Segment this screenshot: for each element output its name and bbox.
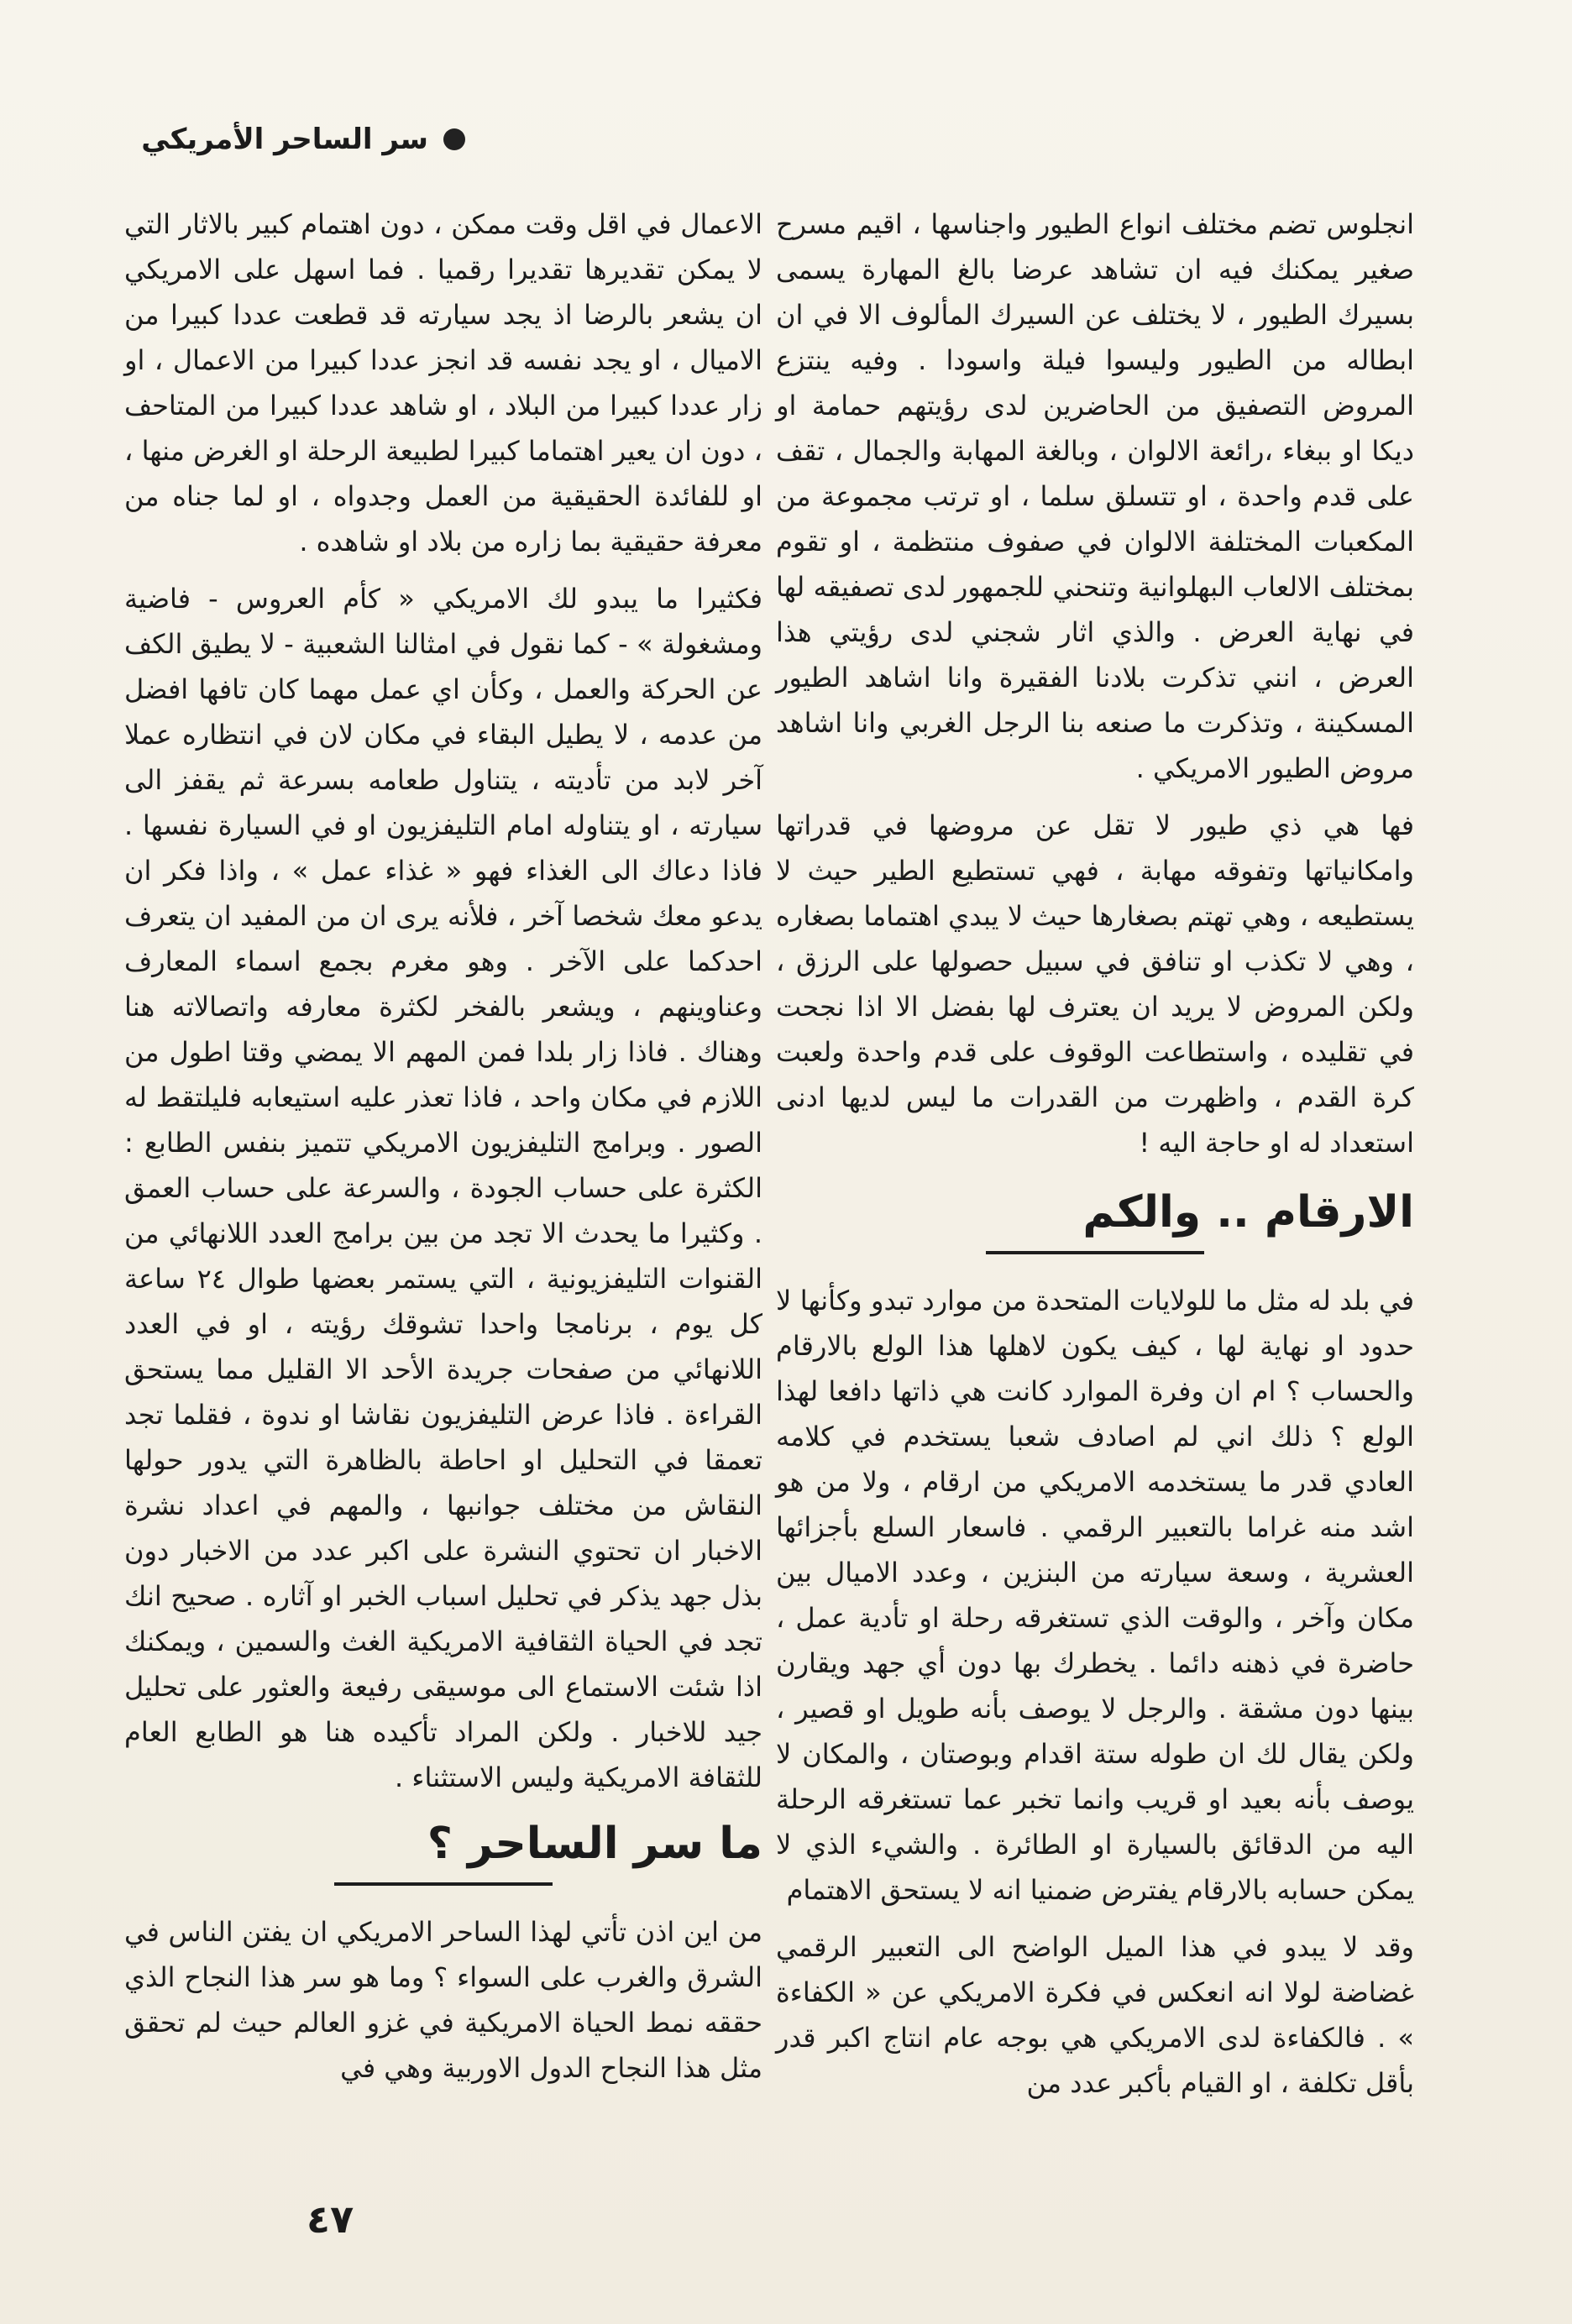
right-paragraph-2: فها هي ذي طيور لا تقل عن مروضها في قدراتها وامكانياتها وتفوقه مهابة ، فهي تستطيع الطير حيث لا يستطيعه ، وهي تهتم بصغارها حيث لا يبدي اهتماما بصغاره ، وهي لا تكذب او تنافق في سبيل حصولها على الرزق ، ولكن المروض لا يريد ان يعترف لها بفضل الا اذا نجحت في تقليده ، واستطاعت الوقوف على قدم واحدة ولعبت كرة القدم ، واظهرت من القدرات ما ليس لديها ادنى استعداد له او حاجة اليه ! <box>776 809 1414 1159</box>
section-rule-right <box>986 1251 1204 1254</box>
right-column <box>776 202 1414 2117</box>
left-paragraph-2: فكثيرا ما يبدو لك الامريكي « كأم العروس - فاضية ومشغولة » - كما نقول في امثالنا الشعبية - لا يطيق الكف عن الحركة والعمل ، وكأن اي عمل مهما كان تافها افضل من عدمه ، لا يطيل البقاء في مكان لان في انتظاره عملا آخر لابد من تأديته ، يتناول طعامه بسرعة ثم يقفز الى سيارته ، او يتناوله امام التليفزيون او في السيارة نفسها . فاذا دعاك الى الغذاء فهو « غذاء عمل » ، واذا فكر ان يدعو معك شخصا آخر ، فلأنه يرى ان من المفيد ان يتعرف احدكما على الآخر . وهو مغرم بجمع اسماء المعارف وعناوينهم ، ويشعر بالفخر لكثرة معارفه واتصالاته هنا وهناك . فاذا زار بلدا فمن المهم الا يمضي وقتا اطول من اللازم في مكان واحد ، فاذا تعذر عليه استيعابه فليلتقط له الصور . وبرامج التليفزيون الامريكي تتميز بنفس الطابع : الكثرة على حساب الجودة ، والسرعة على حساب العمق . وكثيرا ما يحدث الا تجد من بين برامج العدد اللانهائي من القنوات التليفزيونية ، التي يستمر بعضها طوال ٢٤ ساعة كل يوم ، برنامجا واحدا تشوقك رؤيته ، او في العدد اللانهائي من صفحات جريدة الأحد الا القليل مما يستحق القراءة . فاذا عرض التليفزيون نقاشا او ندوة ، فقلما تجد تعمقا في التحليل او احاطة بالظاهرة التي يدور حولها النقاش من مختلف جوانبها ، والمهم في اعداد نشرة الاخبار ان تحتوي النشرة على اكبر عدد من الاخبار دون بذل جهد يذكر في تحليل اسباب الخبر او آثاره . صحيح انك تجد في الحياة الثقافية الامريكية الغث والسمين ، ويمكنك اذا شئت الاستماع الى موسيقى رفيعة والعثور على تحليل جيد للاخبار . ولكن المراد تأكيده هنا هو الطابع العام للثقافة الامريكية وليس الاستثناء . <box>124 583 763 1793</box>
left-paragraph-1: الاعمال في اقل وقت ممكن ، دون اهتمام كبير بالاثار التي لا يمكن تقديرها تقديرا رقميا . فما اسهل على الامريكي ان يشعر بالرضا اذ يجد سيارته قد قطعت عددا كبيرا من الاميال ، او يجد نفسه قد انجز عددا كبيرا من الاعمال ، او زار عددا كبيرا من البلاد ، او شاهد عددا كبيرا من المتاحف ، دون ان يعير اهتماما كبيرا لطبيعة الرحلة او الغرض منها ، او للفائدة الحقيقية من العمل وجدواه ، او لما جناه من معرفة حقيقية بما زاره من بلاد او شاهده . <box>124 208 762 557</box>
left-column <box>124 202 762 2102</box>
header-bullet <box>443 128 465 150</box>
right-paragraph-4: وقد لا يبدو في هذا الميل الواضح الى التعبير الرقمي غضاضة لولا انه انعكس في فكرة الامريكي عن « الكفاءة » . فالكفاءة لدى الامريكي هي بوجه عام انتاج اكبر قدر بأقل تكلفة ، او القيام بأكبر عدد من <box>776 1931 1414 2099</box>
left-paragraph-3: من اين اذن تأتي لهذا الساحر الامريكي ان يفتن الناس في الشرق والغرب على السواء ؟ وما هو سر هذا النجاح الذي حققه نمط الحياة الامريكية في غزو العالم حيث لم تحقق مثل هذا النجاح الدول الاوربية وهي في <box>124 1916 762 2084</box>
right-paragraph-1: انجلوس تضم مختلف انواع الطيور واجناسها ، اقيم مسرح صغير يمكنك فيه ان تشاهد عرضا بالغ المهارة يسمى بسيرك الطيور ، لا يختلف عن السيرك المألوف الا في ان ابطاله من الطيور وليسوا فيلة واسودا . وفيه ينتزع المروض التصفيق من الحاضرين لدى رؤيتهم حمامة او ديكا او ببغاء ،رائعة الالوان ، وبالغة المهابة والجمال ، تقف على قدم واحدة ، او تتسلق سلما ، او ترتب مجموعة من المكعبات المختلفة الالوان في صفوف منتظمة ، او تقوم بمختلف الالعاب البهلوانية وتنحني للجمهور لدى تصفيقه لها في نهاية العرض . والذي اثار شجني لدى رؤيتي هذا العرض ، انني تذكرت بلادنا الفقيرة وانا اشاهد الطيور المسكينة ، وتذكرت ما صنعه بنا الرجل الغربي وانا اشاهد مروض الطيور الامريكي . <box>776 208 1414 784</box>
section-title-numbers: الارقام .. والكم <box>1082 1187 1414 1238</box>
right-paragraph-3: في بلد له مثل ما للولايات المتحدة من موارد تبدو وكأنها لا حدود او نهاية لها ، كيف يكون لاهلها هذا الولع بالارقام والحساب ؟ ام ان وفرة الموارد كانت هي ذاتها دافعا لهذا الولع ؟ ذلك اني لم اصادف شعبا يستخدم في كلامه العادي قدر ما يستخدمه الامريكي من ارقام ، ولا من هو اشد منه غراما بالتعبير الرقمي . فاسعار السلع بأجزائها العشرية ، وسعة سيارته من البنزين ، وعدد الاميال بين مكان وآخر ، والوقت الذي تستغرقه رحلة او تأدية عمل ، حاضرة في ذهنه دائما . يخطرك بها دون أي جهد ويقارن بينها دون مشقة . والرجل لا يوصف بأنه طويل او قصير ، ولكن يقال لك ان طوله ستة اقدام وبوصتان ، والمكان لا يوصف بأنه بعيد او قريب وانما تخبر عما تستغرقه الرحلة اليه من الدقائق بالسيارة او الطائرة . والشيء الذي لا يمكن حسابه بالارقام يفترض ضمنيا انه لا يستحق الاهتمام <box>776 1285 1414 1906</box>
page-number: ٤٧ <box>307 2196 354 2242</box>
running-title: سر الساحر الأمريكي <box>141 123 428 156</box>
section-title-magician: ما سر الساحر ؟ <box>427 1819 762 1869</box>
running-header <box>129 123 465 156</box>
section-rule-left <box>334 1882 553 1886</box>
